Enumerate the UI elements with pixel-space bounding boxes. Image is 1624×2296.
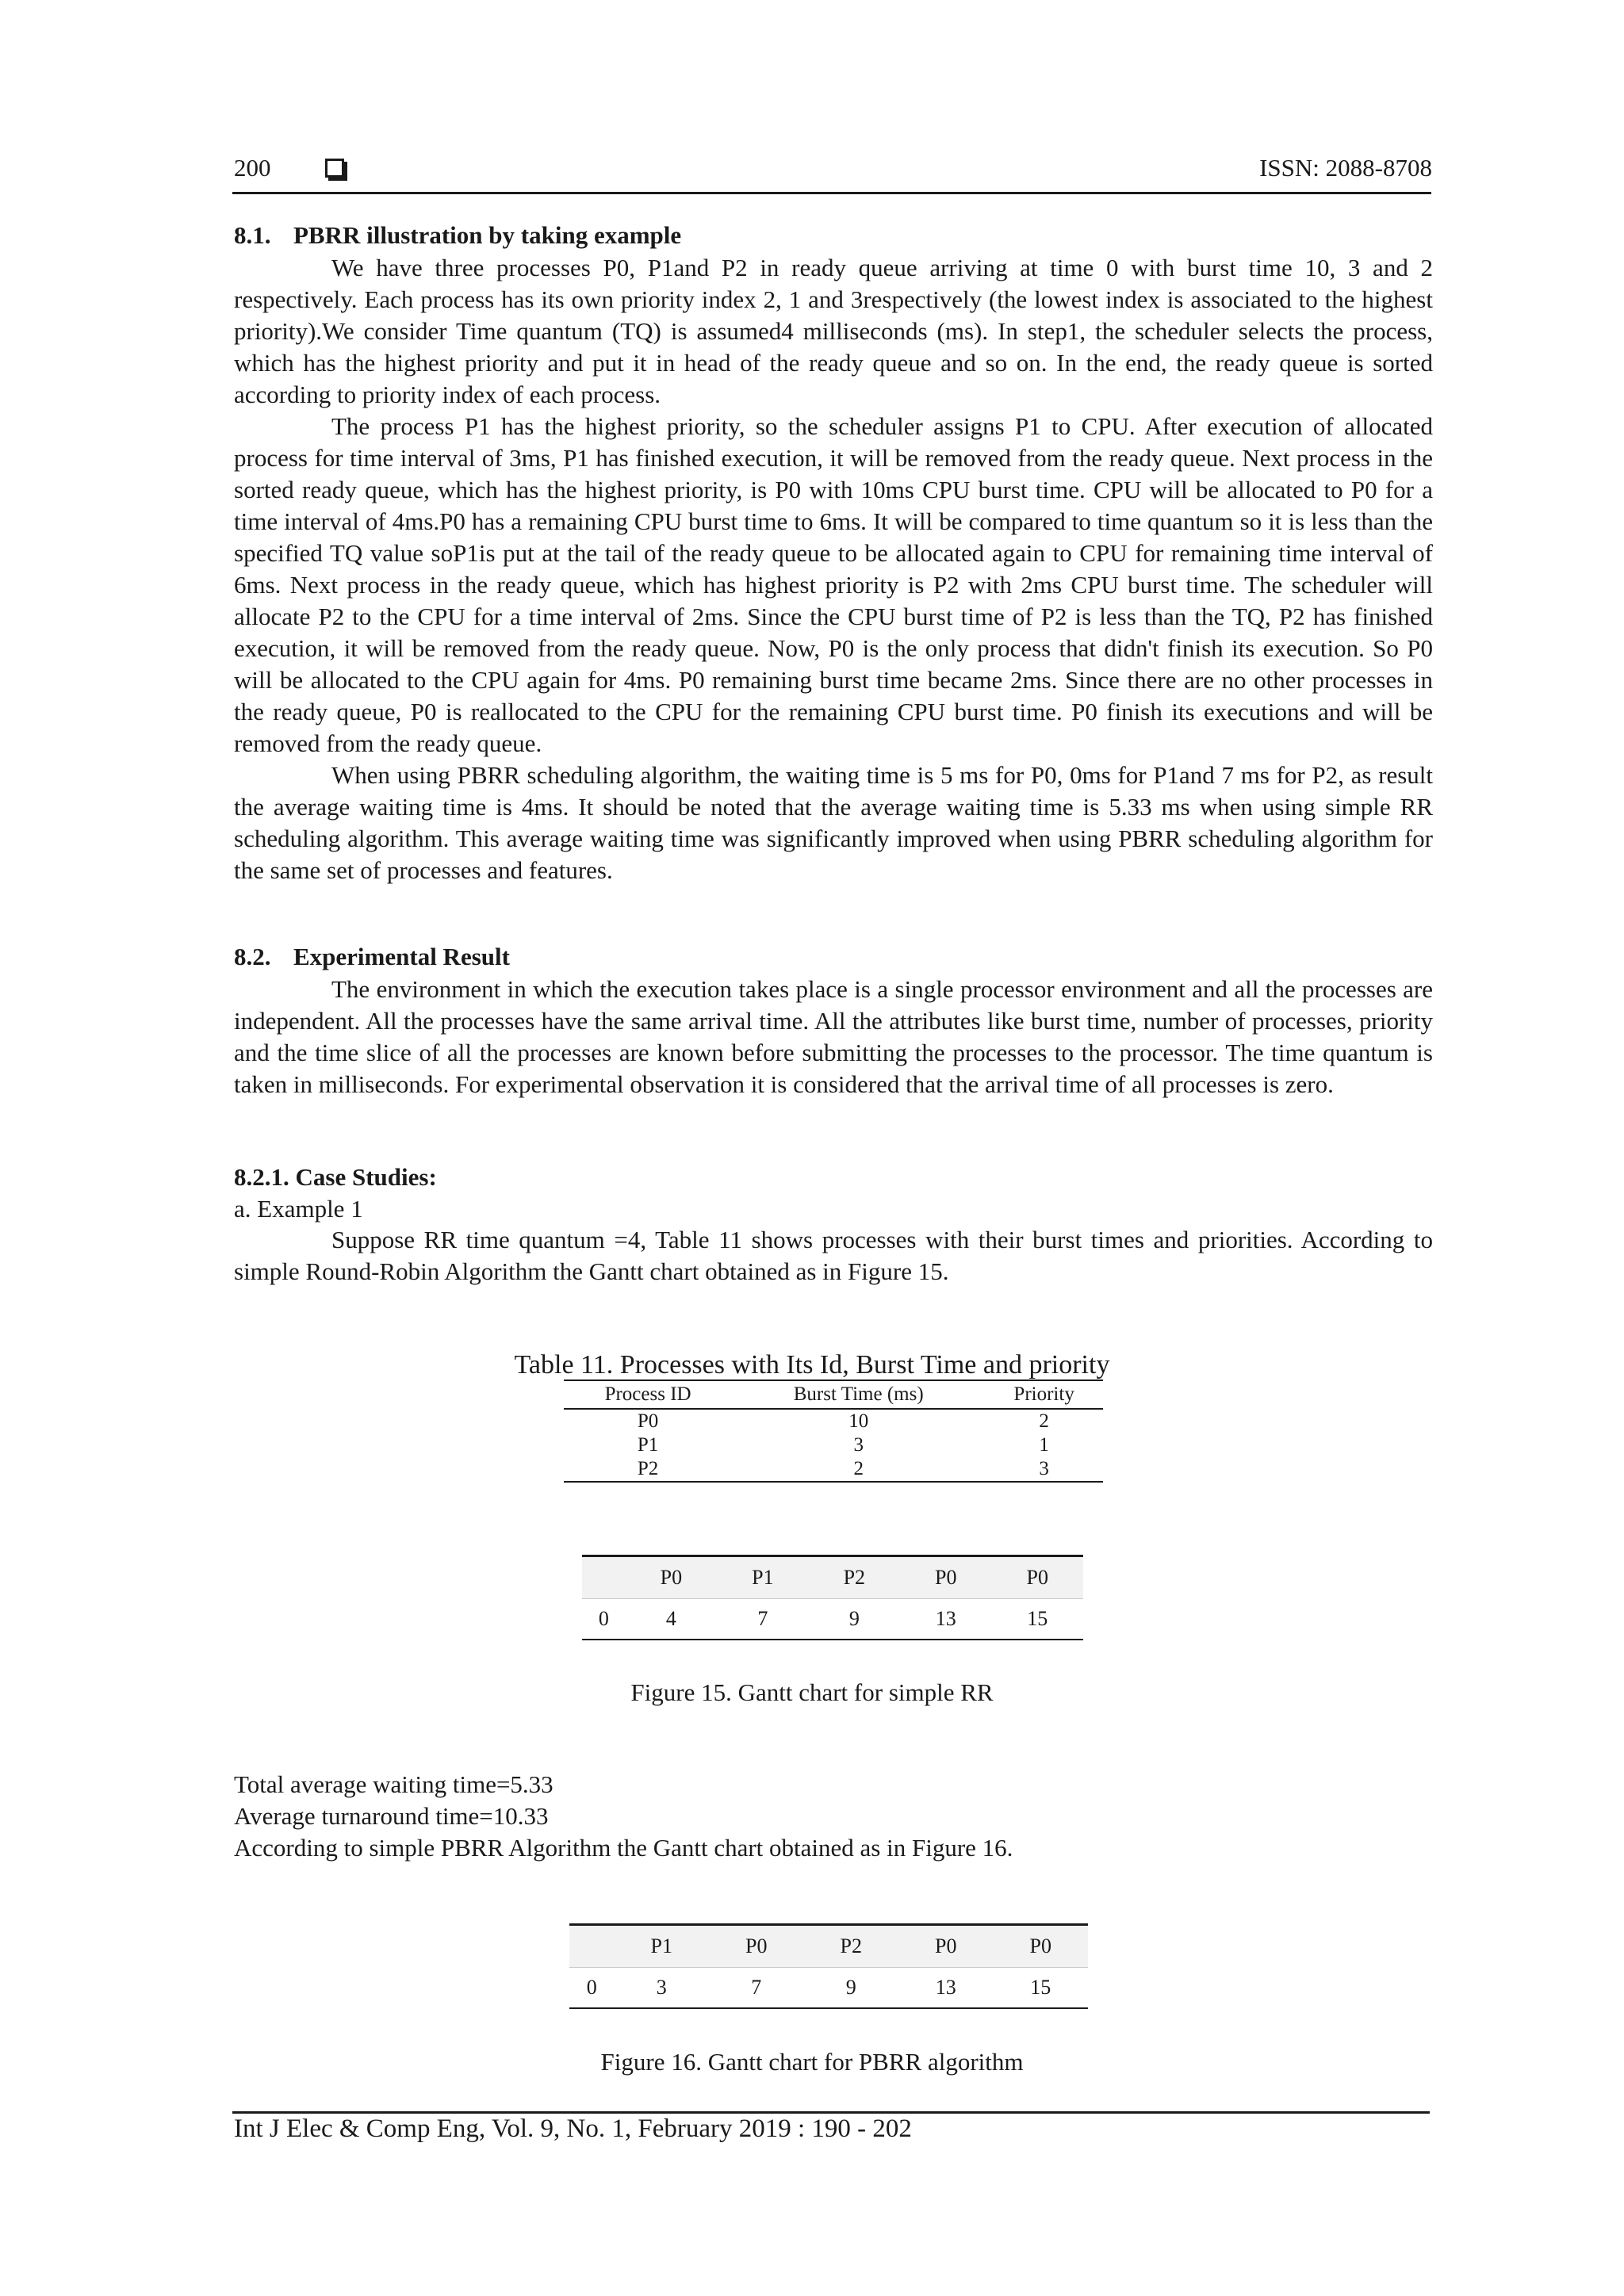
- header-rule: [232, 192, 1431, 194]
- table-header-row: [564, 1380, 1103, 1409]
- gantt-spacer: [569, 1925, 615, 1968]
- footer-rule: [232, 2111, 1430, 2114]
- gantt-process: P0: [900, 1556, 991, 1599]
- gantt-time: 15: [992, 1599, 1083, 1640]
- section-8-2-body: [234, 974, 1433, 1100]
- section-number: 8.1.: [234, 221, 271, 249]
- gantt-process: P0: [626, 1556, 717, 1599]
- gantt-time: 7: [709, 1968, 803, 2009]
- gantt-time: 15: [993, 1968, 1088, 2009]
- section-title: PBRR illustration by taking example: [293, 221, 682, 249]
- example-label: a. Example 1: [234, 1195, 363, 1223]
- gantt-time: 9: [809, 1599, 900, 1640]
- section-8-2-1-body: [234, 1224, 1433, 1288]
- section-8-2-1-heading: 8.2.1. Case Studies:: [234, 1163, 437, 1191]
- gantt-process: P0: [709, 1925, 803, 1968]
- gantt-process-row: [582, 1556, 1083, 1599]
- section-number: 8.2.: [234, 943, 271, 970]
- section-8-2-heading: [234, 943, 510, 971]
- checkbox-square-icon: [325, 159, 344, 178]
- gantt-chart-simple-rr: [582, 1555, 1083, 1640]
- figure-15-caption: Figure 15. Gantt chart for simple RR: [630, 1678, 994, 1706]
- results-sentence: According to simple PBRR Algorithm the Gantt chart obtained as in Figure 16.: [234, 1834, 1013, 1862]
- gantt-time: 0: [582, 1599, 626, 1640]
- gantt-time-row: [569, 1968, 1088, 2009]
- figure-16-caption: Figure 16. Gantt chart for PBRR algorithm: [600, 2048, 1024, 2076]
- table-cell: 2: [732, 1457, 985, 1482]
- paragraph: When using PBRR scheduling algorithm, the waiting time is 5 ms for P0, 0ms for P1and 7 ms for P2, as result the average waiting time is 4ms. It should be noted that the average waiting time is 5.33 ms when using simple RR scheduling algorithm. This average waiting time was significantly improved when using PBRR scheduling algorithm for the same set of processes and features.: [234, 761, 1433, 884]
- gantt-time: 9: [804, 1968, 898, 2009]
- issn-label: ISSN: 2088-8708: [1259, 154, 1432, 182]
- table-cell: P0: [637, 1410, 659, 1432]
- table-cell: 10: [848, 1410, 869, 1432]
- average-turnaround-time: Average turnaround time=10.33: [234, 1802, 549, 1830]
- gantt-process: P1: [717, 1556, 808, 1599]
- table-11: [564, 1380, 1103, 1483]
- gantt-spacer: [582, 1556, 626, 1599]
- paragraph: We have three processes P0, P1and P2 in ready queue arriving at time 0 with burst time 10, 3 and 2 respectively. Each process has its own priority index 2, 1 and 3respectively (the lowest index is associated to the highest priority).We consider Time quantum (TQ) is assumed4 milliseconds (ms). In step1, the scheduler selects the process, which has the highest priority and put it in head of the ready queue and so on. In the end, the ready queue is sorted according to priority index of each process.: [234, 254, 1433, 408]
- table-11-caption: Table 11. Processes with Its Id, Burst Time and priority: [514, 1350, 1110, 1380]
- results-block: [234, 1769, 1013, 1864]
- gantt-time: 0: [569, 1968, 615, 2009]
- gantt-process-row: [569, 1925, 1088, 1968]
- column-header: Priority: [985, 1380, 1103, 1409]
- table-cell: 1: [1039, 1434, 1049, 1456]
- paragraph: The process P1 has the highest priority, so the scheduler assigns P1 to CPU. After execution of allocated process for time interval of 3ms, P1 has finished execution, it will be removed from the ready queue. Next process in the sorted ready queue, which has the highest priority, is P0 with 10ms CPU burst time. CPU will be allocated to P0 for a time interval of 4ms.P0 has a remaining CPU burst time to 6ms. It will be compared to time quantum so it is less than the specified TQ value soP1is put at the tail of the ready queue to be allocated again to CPU for remaining time interval of 6ms. Next process in the ready queue, which has highest priority is P2 with 2ms CPU burst time. The scheduler will allocate P2 to the CPU for a time interval of 2ms. Since the CPU burst time of P2 is less than the TQ, P2 has finished execution, it will be removed from the ready queue. Now, P0 is the only process that didn't finish its execution. So P0 will be allocated to the CPU again for 4ms. P0 remaining burst time became 2ms. Since there are no other processes in the ready queue, P0 is reallocated to the CPU for the remaining CPU burst time. P0 finish its executions and will be removed from the ready queue.: [234, 412, 1433, 757]
- gantt-time: 3: [615, 1968, 709, 2009]
- table-cell: P1: [637, 1434, 659, 1456]
- table-cell: 3: [985, 1457, 1103, 1482]
- column-header: Process ID: [564, 1380, 732, 1409]
- gantt-time: 13: [900, 1599, 991, 1640]
- gantt-time: 7: [717, 1599, 808, 1640]
- table-row: [564, 1409, 1103, 1433]
- gantt-process: P1: [615, 1925, 709, 1968]
- paragraph: The environment in which the execution takes place is a single processor environment and all the processes are independent. All the processes have the same arrival time. All the attributes like burst time, number of processes, priority and the time slice of all the processes are known before submitting the processes to the processor. The time quantum is taken in milliseconds. For experimental observation it is considered that the arrival time of all processes is zero.: [234, 975, 1433, 1098]
- paragraph: Suppose RR time quantum =4, Table 11 shows processes with their burst times and priorities. According to simple Round-Robin Algorithm the Gantt chart obtained as in Figure 15.: [234, 1226, 1433, 1285]
- gantt-process: P0: [992, 1556, 1083, 1599]
- gantt-time-row: [582, 1599, 1083, 1640]
- page-number: 200: [234, 154, 271, 182]
- gantt-process: P0: [993, 1925, 1088, 1968]
- gantt-process: P2: [804, 1925, 898, 1968]
- footer-citation: Int J Elec & Comp Eng, Vol. 9, No. 1, February 2019 : 190 - 202: [234, 2114, 912, 2143]
- table-row: [564, 1457, 1103, 1482]
- table-cell: 2: [1039, 1410, 1049, 1432]
- section-8-1-body: [234, 252, 1433, 886]
- section-8-1-heading: [234, 221, 681, 250]
- average-waiting-time: Total average waiting time=5.33: [234, 1770, 553, 1798]
- column-header: Burst Time (ms): [732, 1380, 985, 1409]
- gantt-time: 4: [626, 1599, 717, 1640]
- table-cell: P2: [564, 1457, 732, 1482]
- gantt-chart-pbrr: [569, 1923, 1088, 2009]
- table-row: [564, 1433, 1103, 1457]
- table-cell: 3: [853, 1434, 864, 1456]
- section-title: Experimental Result: [293, 943, 510, 970]
- gantt-time: 13: [898, 1968, 993, 2009]
- gantt-process: P2: [809, 1556, 900, 1599]
- gantt-process: P0: [898, 1925, 993, 1968]
